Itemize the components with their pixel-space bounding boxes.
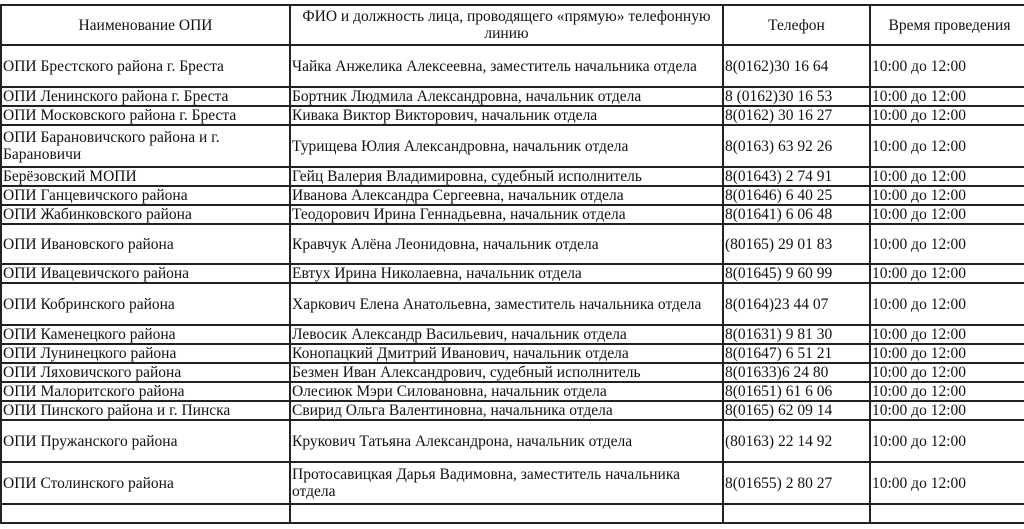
table-header-row [1, 5, 1024, 45]
cell-name: ОПИ Ивацевичского района [1, 264, 290, 283]
cell-time: 10:00 до 12:00 [870, 106, 1024, 125]
cell-person: Гейц Валерия Владимировна, судебный исполнитель [290, 167, 723, 186]
table-row [1, 325, 1024, 344]
header-phone: Телефон [723, 5, 870, 45]
cell-time: 10:00 до 12:00 [870, 45, 1024, 87]
cell-phone: 8 (0162)30 16 53 [723, 87, 870, 106]
table-row [1, 401, 1024, 420]
table-row [1, 420, 1024, 462]
cell-person: Кравчук Алёна Леонидовна, начальник отдела [290, 224, 723, 264]
contacts-table [0, 4, 1024, 524]
cell-person: Иванова Александра Сергеевна, начальник отдела [290, 186, 723, 205]
cell-phone: 8(0163) 63 92 26 [723, 125, 870, 167]
cell-phone: 8(0162) 30 16 27 [723, 106, 870, 125]
cell-phone: 8(01641) 6 06 48 [723, 205, 870, 224]
cell-phone: 8(01643) 2 74 91 [723, 167, 870, 186]
cell-person: Бортник Людмила Александровна, начальник отдела [290, 87, 723, 106]
cell-person: Протосавицкая Дарья Вадимовна, заместитель начальника отдела [290, 462, 723, 504]
cell-time: 10:00 до 12:00 [870, 363, 1024, 382]
cell-time: 10:00 до 12:00 [870, 205, 1024, 224]
cell-name: ОПИ Ляховичского района [1, 363, 290, 382]
cell-phone: 8(01655) 2 80 27 [723, 462, 870, 504]
cell-phone: 8(0164)23 44 07 [723, 283, 870, 325]
cell-name: ОПИ Ганцевичского района [1, 186, 290, 205]
cell-name: ОПИ Барановичского района и г. Барановичи [1, 125, 290, 167]
cell-time: 10:00 до 12:00 [870, 420, 1024, 462]
cell-name: ОПИ Малоритского района [1, 382, 290, 401]
cell-person: Левосик Александр Васильевич, начальник отдела [290, 325, 723, 344]
cell-phone: (80165) 29 01 83 [723, 224, 870, 264]
cell-time: 10:00 до 12:00 [870, 462, 1024, 504]
cell-name: ОПИ Ленинского района г. Бреста [1, 87, 290, 106]
cell-time: 10:00 до 12:00 [870, 401, 1024, 420]
cell-person: Турищева Юлия Александровна, начальник отдела [290, 125, 723, 167]
table-row [1, 363, 1024, 382]
cell-name: ОПИ Столинского района [1, 462, 290, 504]
cell-name: ОПИ Лунинецкого района [1, 344, 290, 363]
table-row [1, 167, 1024, 186]
table-row [1, 186, 1024, 205]
cell-time: 10:00 до 12:00 [870, 283, 1024, 325]
cell-person: Харкович Елена Анатольевна, заместитель начальника отдела [290, 283, 723, 325]
table-row [1, 344, 1024, 363]
cell-person: Крукович Татьяна Александрона, начальник отдела [290, 420, 723, 462]
cell-name: ОПИ Кобринского района [1, 283, 290, 325]
cell-time: 10:00 до 12:00 [870, 264, 1024, 283]
cell-person: Евтух Ирина Николаевна, начальник отдела [290, 264, 723, 283]
table-row-partial [1, 504, 1024, 523]
cell-person: Свирид Ольга Валентиновна, начальника отдела [290, 401, 723, 420]
cell-person: Кивака Виктор Викторович, начальник отдела [290, 106, 723, 125]
cell-time: 10:00 до 12:00 [870, 167, 1024, 186]
cell-person: Теодорович Ирина Геннадьевна, начальник отдела [290, 205, 723, 224]
header-name: Наименование ОПИ [1, 5, 290, 45]
cell-name: ОПИ Каменецкого района [1, 325, 290, 344]
cell-phone: 8(01646) 6 40 25 [723, 186, 870, 205]
table-row [1, 264, 1024, 283]
cell-phone: 8(01631) 9 81 30 [723, 325, 870, 344]
cell-name: ОПИ Жабинковского района [1, 205, 290, 224]
cell-name: ОПИ Пружанского района [1, 420, 290, 462]
cell-person: Чайка Анжелика Алексеевна, заместитель начальника отдела [290, 45, 723, 87]
cell-time: 10:00 до 12:00 [870, 87, 1024, 106]
cell-phone: 8(01633)6 24 80 [723, 363, 870, 382]
cell-time: 10:00 до 12:00 [870, 125, 1024, 167]
cell-phone: (80163) 22 14 92 [723, 420, 870, 462]
header-time: Время проведения [870, 5, 1024, 45]
cell-phone: 8(01651) 61 6 06 [723, 382, 870, 401]
cell-person: Конопацкий Дмитрий Иванович, начальник отдела [290, 344, 723, 363]
table-row [1, 205, 1024, 224]
table-row [1, 224, 1024, 264]
table-row [1, 462, 1024, 504]
cell-person: Безмен Иван Александрович, судебный исполнитель [290, 363, 723, 382]
cell-time: 10:00 до 12:00 [870, 344, 1024, 363]
cell-name: ОПИ Брестского района г. Бреста [1, 45, 290, 87]
cell-time: 10:00 до 12:00 [870, 224, 1024, 264]
cell-phone: 8(01645) 9 60 99 [723, 264, 870, 283]
cell-time: 10:00 до 12:00 [870, 325, 1024, 344]
table-row [1, 106, 1024, 125]
cell-name: ОПИ Пинского района и г. Пинска [1, 401, 290, 420]
cell-name: ОПИ Московского района г. Бреста [1, 106, 290, 125]
table-row [1, 87, 1024, 106]
cell-person: Олесиюк Мэри Силовановна, начальник отдела [290, 382, 723, 401]
table-row [1, 382, 1024, 401]
cell-name: ОПИ Ивановского района [1, 224, 290, 264]
table-row [1, 283, 1024, 325]
cell-time: 10:00 до 12:00 [870, 382, 1024, 401]
cell-name: Берёзовский МОПИ [1, 167, 290, 186]
cell-phone: 8(0165) 62 09 14 [723, 401, 870, 420]
header-person: ФИО и должность лица, проводящего «прямую» телефонную линию [290, 5, 723, 45]
cell-time: 10:00 до 12:00 [870, 186, 1024, 205]
table-row [1, 125, 1024, 167]
cell-phone: 8(01647) 6 51 21 [723, 344, 870, 363]
cell-phone: 8(0162)30 16 64 [723, 45, 870, 87]
table-row [1, 45, 1024, 87]
